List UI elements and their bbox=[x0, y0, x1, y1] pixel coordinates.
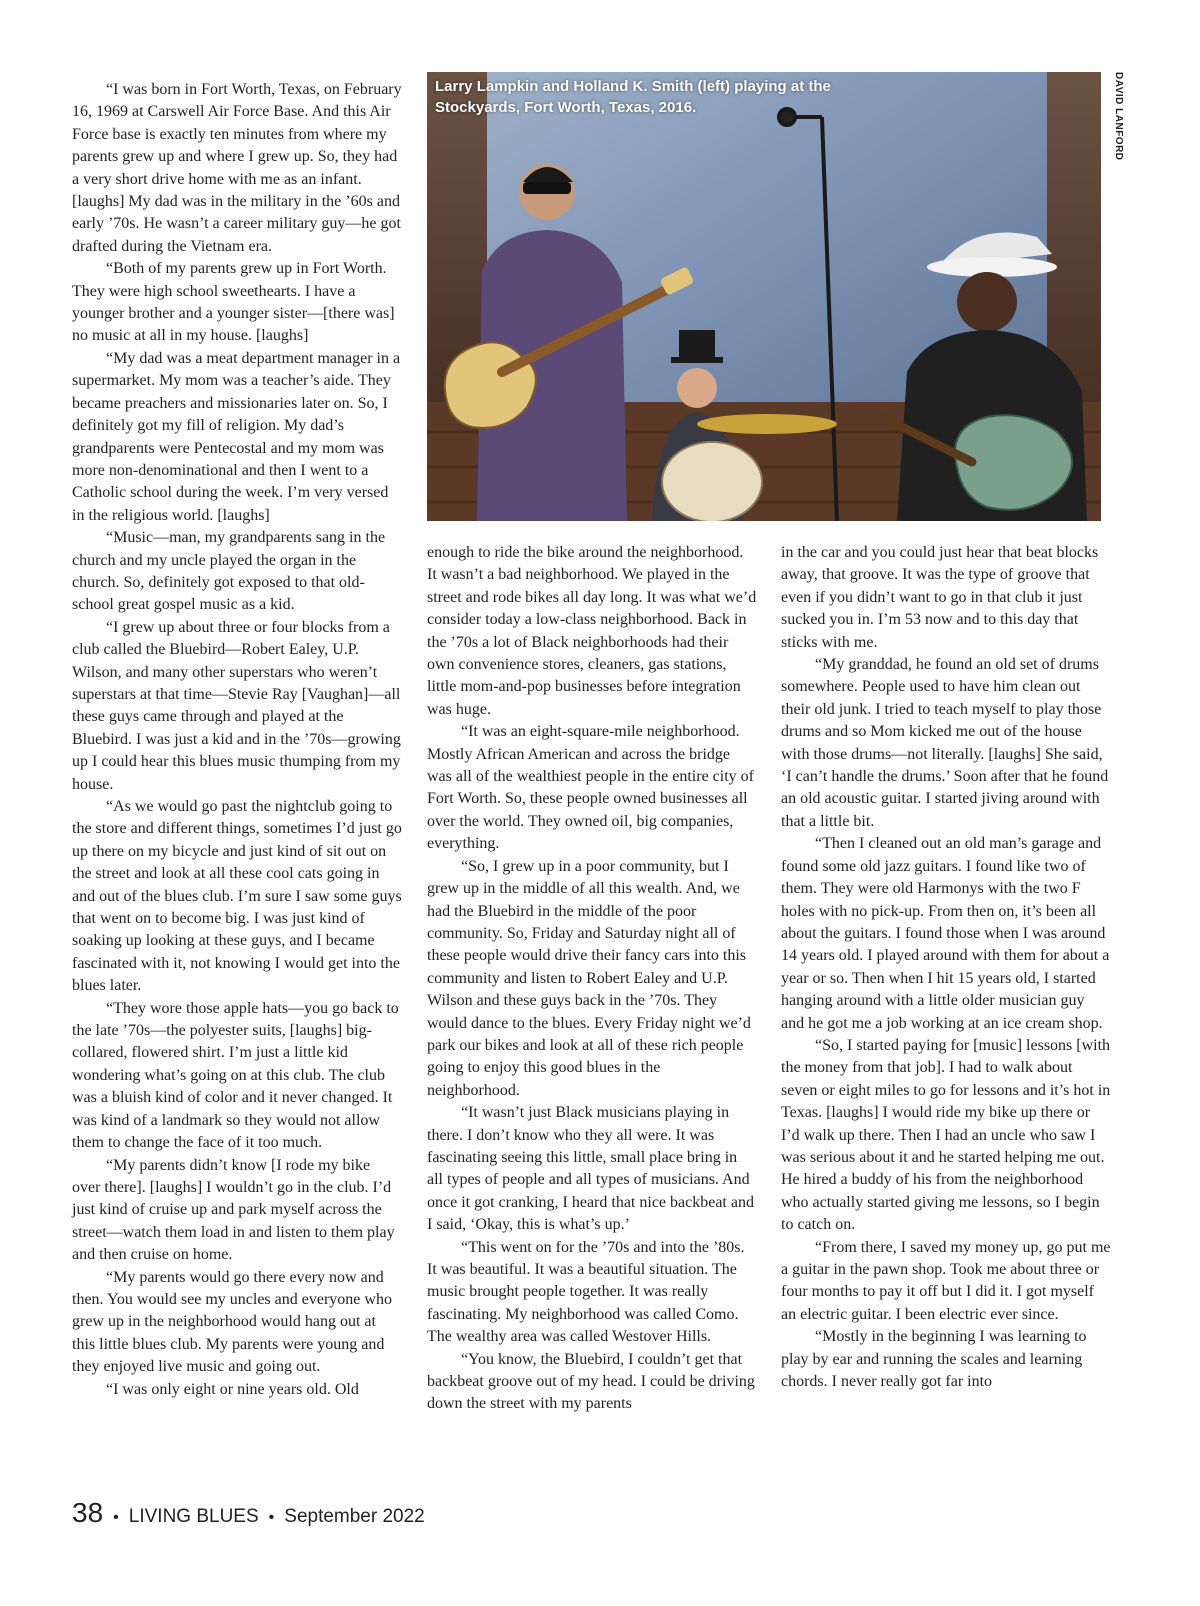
article-column-1 bbox=[72, 79, 402, 1401]
article-column-2 bbox=[427, 542, 757, 1416]
page-footer bbox=[72, 1497, 425, 1533]
paragraph: “Mostly in the beginning I was learning to play by ear and running the scales and learning chords. I never really got far into bbox=[781, 1328, 1087, 1391]
bullet-separator: • bbox=[113, 1509, 119, 1526]
paragraph: “This went on for the ’70s and into the ’80s. It was beautiful. It was a beautiful situation. The music brought people together. It was really fascinating. My neighborhood was called Como. The wealthy area was called Westover Hills. bbox=[427, 1238, 745, 1346]
paragraph: “Then I cleaned out an old man’s garage and found some old jazz guitars. I found like two of them. They were old Harmonys with the two F holes with no pick-up. From then on, it’s been all about the guitars. I found those when I was around 14 years old. I played around with them for about a year or so. Then when I hit 15 years old, I started hanging around with a little older musician guy and he got me a job working at an ice cream shop. bbox=[781, 835, 1110, 1032]
paragraph: “I was born in Fort Worth, Texas, on February 16, 1969 at Carswell Air Force Base. And this Air Force base is exactly ten minutes from where my parents grew up and where I grew up. So, they had a very short drive home with me as an infant. [laughs] My dad was in the military in the ’60s and early ’70s. He wasn’t a career military guy—he got drafted during the Vietnam era. bbox=[72, 81, 402, 255]
page-number: 38 bbox=[72, 1497, 104, 1528]
paragraph: “You know, the Bluebird, I couldn’t get that backbeat groove out of my head. I could be driving down the street with my parents bbox=[427, 1350, 755, 1413]
publication-name: LIVING BLUES bbox=[128, 1506, 259, 1527]
paragraph: “I was only eight or nine years old. Old bbox=[106, 1380, 359, 1398]
paragraph: “My granddad, he found an old set of drums somewhere. People used to have him clean out their old junk. I tried to teach myself to play those drums and so Mom kicked me out of the house with those drums—not literally. [laughs] She said, ‘I can’t handle the drums.’ Soon after that he found an old acoustic guitar. I started jiving around with that a little bit. bbox=[781, 656, 1109, 830]
paragraph: “My parents didn’t know [I rode my bike over there]. [laughs] I wouldn’t go in the club. I’d just kind of cruise up and park myself across the street—watch them load in and listen to them play and then cruise on home. bbox=[72, 1156, 395, 1264]
paragraph: “It wasn’t just Black musicians playing in there. I don’t know who they all were. It was fascinating seeing this little, small place bring in all types of people and all types of musicians. And once it got cranking, I heard that nice backbeat and I said, ‘Okay, this is what’s up.’ bbox=[427, 1104, 754, 1234]
paragraph: “So, I started paying for [music] lessons [with the money from that job]. I had to walk about seven or eight miles to go for lessons and it’s hot in Texas. [laughs] I would ride my bike up there or I’d walk up there. Then I had an uncle who saw I was serious about it and he started helping me out. He hired a buddy of his from the neighborhood who actually started giving me lessons, so I begin to catch on. bbox=[781, 1036, 1111, 1234]
paragraph: “Both of my parents grew up in Fort Worth. They were high school sweethearts. I have a younger brother and a younger sister—[there was] no music at all in my house. [laughs] bbox=[72, 260, 395, 345]
concert-photo bbox=[427, 72, 1101, 521]
paragraph: in the car and you could just hear that beat blocks away, that groove. It was the type of groove that even if you didn’t want to go in that club it just sucked you in. I’m 53 now and to this day that sticks with me. bbox=[781, 544, 1099, 651]
paragraph: “As we would go past the nightclub going to the store and different things, sometimes I’d just go up there on my bicycle and just kind of sit out on the street and look at all these cool cats going in and out of the blues club. I’m sure I saw some guys that went on to become big. I was just kind of soaking up looking at these guys, and I became fascinated with it, not knowing I would get into the blues later. bbox=[72, 798, 402, 995]
paragraph: “So, I grew up in a poor community, but I grew up in the middle of all this wealth. And, we had the Bluebird in the middle of the poor community. So, Friday and Saturday night all of these people would drive their fancy cars into this community and listen to Robert Ealey and U.P. Wilson and these guys back in the ’70s. They would dance to the blues. Every Friday night we’d park our bikes and look at all of these rich people going to enjoy this good blues in the neighborhood. bbox=[427, 857, 751, 1099]
paragraph: enough to ride the bike around the neighborhood. It wasn’t a bad neighborhood. We played in the street and rode bikes all day long. It was what we’d consider today a low-class neighborhood. Back in the ’70s a lot of Black neighborhoods had their own convenience stores, cleaners, gas stations, little mom-and-pop businesses before integration was huge. bbox=[427, 544, 757, 718]
article-column-3 bbox=[781, 542, 1111, 1393]
paragraph: “I grew up about three or four blocks from a club called the Bluebird—Robert Ealey, U.P. Wilson, and many other superstars who weren’t superstars at that time—Stevie Ray [Vaughan]—all these guys came through and played at the Bluebird. I was just a kid and in the ’70s—growing up I could hear this blues music thumping from my house. bbox=[72, 618, 401, 793]
paragraph: “It was an eight-square-mile neighborhood. Mostly African American and across the bridge was all of the wealthiest people in the entire city of Fort Worth. So, these people owned businesses all over the world. They owned oil, big companies, everything. bbox=[427, 723, 754, 853]
paragraph: “From there, I saved my money up, go put me a guitar in the pawn shop. Took me about three or four months to pay it off but I did it. I got myself an electric guitar. I been electric ever since. bbox=[781, 1238, 1111, 1323]
paragraph: “They wore those apple hats—you go back to the late ’70s—the polyester suits, [laughs] big-collared, flowered shirt. I’m just a little kid wondering what’s going on at this club. The club was a bluish kind of color and it never changed. It was kind of a landmark so they would not allow them to change the face of it too much. bbox=[72, 999, 399, 1152]
paragraph: “My parents would go there every now and then. You would see my uncles and everyone who grew up in the neighborhood would hang out at this little blues club. My parents were young and they enjoyed live music and going out. bbox=[72, 1268, 392, 1376]
photo-caption: Larry Lampkin and Holland K. Smith (left) playing at the Stockyards, Fort Worth, Texas, 2016. bbox=[435, 78, 831, 116]
paragraph: “My dad was a meat department manager in a supermarket. My mom was a teacher’s aide. They became preachers and missionaries later on. So, I definitely got my fill of religion. My dad’s grandparents were Pentecostal and my mom was more non-denominational and then I went to a Catholic school during the week. I’m very versed in the religious world. [laughs] bbox=[72, 349, 401, 524]
concert-photo-illustration bbox=[427, 72, 1101, 521]
paragraph: “Music—man, my grandparents sang in the church and my uncle played the organ in the church. So, definitely got exposed to that old-school great gospel music as a kid. bbox=[72, 529, 386, 614]
issue-date: September 2022 bbox=[284, 1506, 425, 1527]
bullet-separator: • bbox=[268, 1509, 275, 1526]
photo-credit: DAVID LANFORD bbox=[1113, 72, 1124, 161]
